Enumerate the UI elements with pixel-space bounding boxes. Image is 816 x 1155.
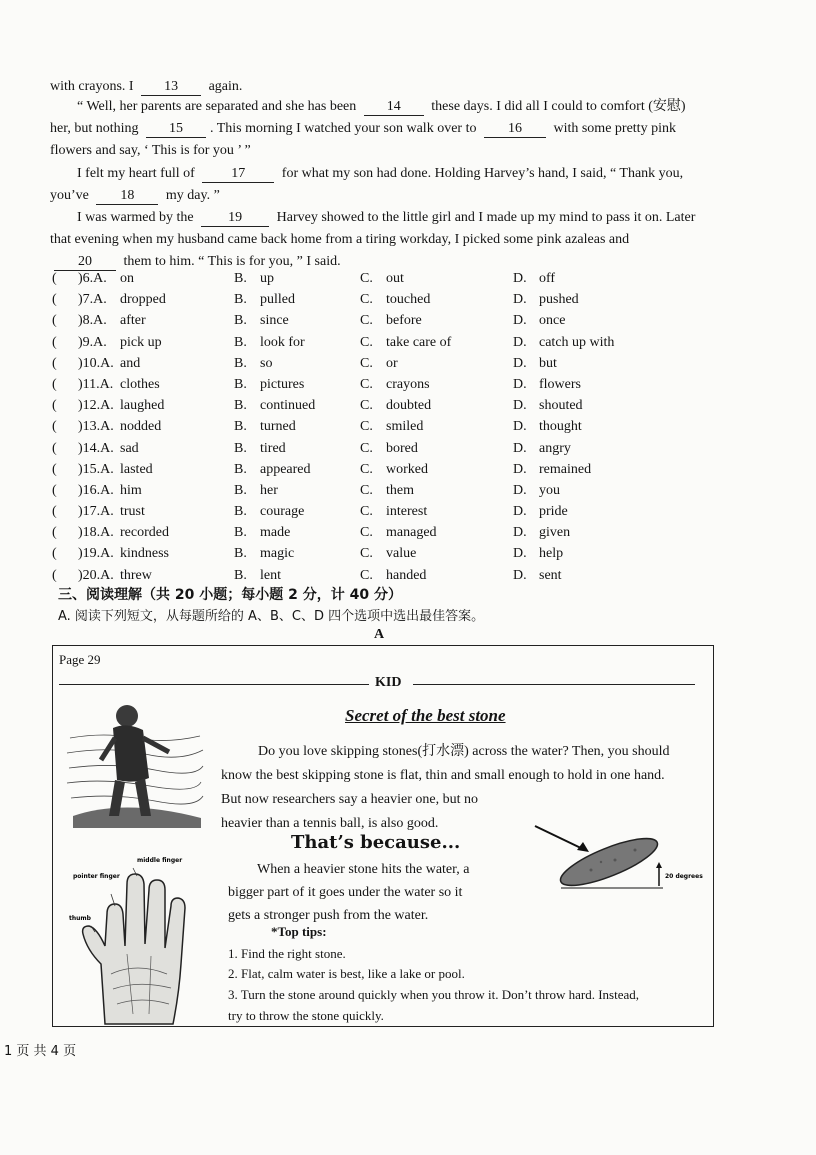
- option-b: B. up: [234, 271, 274, 286]
- article-body-line: When a heavier stone hits the water, a: [257, 862, 470, 877]
- tip-item: 3. Turn the stone around quickly when you throw it. Don’t throw hard. Instead,: [228, 987, 640, 1002]
- option-row: [50, 289, 710, 310]
- blank-13: 13: [141, 79, 201, 96]
- passage-text: I felt my heart full of: [77, 166, 195, 181]
- option-c: C. bored: [360, 440, 418, 456]
- answer-bracket[interactable]: (: [52, 419, 57, 435]
- option-a: kindness: [120, 546, 169, 562]
- option-a: sad: [120, 440, 139, 456]
- passage-text: Harvey showed to the little girl and I made up my mind to pass it on. Later that evening when my husband came back home from a tiring workday, I picked some pink azaleas and: [50, 210, 696, 247]
- article-body-line: gets a stronger push from the water.: [228, 908, 429, 923]
- passage-text: with some pretty pink flowers and say, ‘ This is for you ’ ”: [50, 121, 676, 158]
- hand-illustration: [67, 854, 213, 1026]
- magazine-title: KID: [375, 675, 402, 690]
- question-number: )13.A.: [78, 419, 114, 435]
- passage-text: . This morning I watched your son walk over to: [209, 121, 477, 136]
- question-number: )16.A.: [78, 482, 114, 498]
- blank-20: 20: [54, 254, 116, 271]
- question-number: )20.A.: [78, 567, 114, 583]
- option-b: B. appeared: [234, 461, 311, 477]
- option-c: C. interest: [360, 504, 428, 520]
- passage-letter: A: [374, 627, 385, 642]
- section-instruction: A. 阅读下列短文，从每题所给的 A、B、C、D 四个选项中选出最佳答案。: [58, 609, 485, 624]
- option-row: [50, 395, 710, 416]
- answer-bracket[interactable]: (: [52, 440, 57, 456]
- question-number: )8.A.: [78, 313, 107, 329]
- option-d: D. thought: [513, 419, 582, 435]
- option-a: on: [120, 271, 134, 286]
- option-d: D. you: [513, 482, 560, 498]
- tip-item: 2. Flat, calm water is best, like a lake or pool.: [228, 966, 465, 981]
- option-a: and: [120, 355, 141, 371]
- question-number: )11.A.: [78, 376, 114, 392]
- option-c: C. doubted: [360, 398, 432, 414]
- option-c: C. handed: [360, 567, 427, 583]
- option-b: B. pictures: [234, 376, 305, 392]
- tips-title: *Top tips:: [271, 924, 327, 939]
- option-a: him: [120, 482, 142, 498]
- option-row: [50, 374, 710, 395]
- blank-17: 17: [202, 166, 274, 183]
- article-box: [52, 645, 714, 1027]
- divider: [413, 684, 695, 685]
- option-d: D. once: [513, 313, 566, 329]
- finger-label-middle: middle finger: [137, 857, 183, 864]
- option-row: [50, 268, 710, 289]
- option-c: C. crayons: [360, 376, 430, 392]
- answer-bracket[interactable]: (: [52, 398, 57, 414]
- option-c: C. worked: [360, 461, 428, 477]
- option-d: D. help: [513, 546, 564, 562]
- option-row: [50, 459, 710, 480]
- passage-text: for what my son had done. Holding Harvey’s hand, I said, “ Thank you, you’ve: [50, 166, 684, 203]
- tip-item: try to throw the stone quickly.: [228, 1008, 384, 1023]
- option-a: trust: [120, 504, 145, 520]
- passage-text: “ Well, her parents are separated and she has been: [77, 99, 357, 114]
- stone-angle-diagram: [531, 816, 709, 892]
- section-subtitle: That’s because...: [291, 832, 461, 853]
- passage-paragraph-3: [50, 163, 702, 207]
- page-footer: 1 页 共 4 页: [4, 1044, 77, 1059]
- option-a: after: [120, 313, 146, 329]
- option-row: [50, 501, 710, 522]
- divider: [59, 684, 369, 685]
- option-d: D. shouted: [513, 398, 583, 414]
- passage-paragraph-4: [50, 207, 702, 273]
- question-number: )9.A.: [78, 334, 107, 350]
- option-row: [50, 416, 710, 437]
- option-c: C. touched: [360, 292, 431, 308]
- option-a: pick up: [120, 334, 162, 350]
- option-row: [50, 353, 710, 374]
- question-number: )12.A.: [78, 398, 114, 414]
- option-d: D. pushed: [513, 292, 579, 308]
- option-b: B. tired: [234, 440, 286, 456]
- option-a: dropped: [120, 292, 166, 308]
- question-number: )14.A.: [78, 440, 114, 456]
- option-c: C. them: [360, 482, 414, 498]
- option-d: D. catch up with: [513, 334, 615, 350]
- blank-16: 16: [484, 121, 546, 138]
- answer-bracket[interactable]: (: [52, 313, 57, 329]
- answer-bracket[interactable]: (: [52, 546, 57, 562]
- answer-bracket[interactable]: (: [52, 376, 57, 392]
- option-c: C. smiled: [360, 419, 424, 435]
- answer-bracket[interactable]: (: [52, 525, 57, 541]
- answer-bracket[interactable]: (: [52, 482, 57, 498]
- finger-label-pointer: pointer finger: [73, 873, 120, 880]
- option-a: nodded: [120, 419, 162, 435]
- option-a: threw: [120, 567, 152, 583]
- option-a: clothes: [120, 376, 160, 392]
- option-b: B. pulled: [234, 292, 295, 308]
- option-c: C. or: [360, 355, 398, 371]
- question-number: )10.A.: [78, 355, 114, 371]
- option-row: [50, 310, 710, 331]
- article-body-line: bigger part of it goes under the water so it: [228, 885, 463, 900]
- blank-18: 18: [96, 188, 158, 205]
- finger-label-thumb: thumb: [69, 915, 91, 922]
- option-d: D. given: [513, 525, 571, 541]
- option-row: [50, 332, 710, 353]
- passage-text: these days. I did all I could to comfort (安慰) her, but nothing: [50, 99, 686, 136]
- blank-19: 19: [201, 210, 269, 227]
- question-number: )19.A.: [78, 546, 114, 562]
- option-d: D. sent: [513, 567, 562, 583]
- passage-text: my day. ”: [165, 188, 220, 203]
- section-heading: 三、阅读理解（共 20 小题；每小题 2 分，计 40 分）: [58, 587, 402, 603]
- article-body-line: know the best skipping stone is flat, thin and small enough to hold in one hand.: [221, 768, 665, 783]
- passage-text: I was warmed by the: [77, 210, 194, 225]
- option-c: C. managed: [360, 525, 437, 541]
- option-b: B. since: [234, 313, 289, 329]
- answer-bracket[interactable]: (: [52, 334, 57, 350]
- option-b: B. lent: [234, 567, 281, 583]
- angle-label: 20 degrees: [665, 873, 703, 880]
- question-number: )17.A.: [78, 504, 114, 520]
- passage-text: them to him. “ This is for you, ” I said.: [123, 254, 341, 269]
- answer-bracket[interactable]: (: [52, 271, 57, 286]
- option-b: B. her: [234, 482, 278, 498]
- article-body-line: heavier than a tennis ball, is also good.: [221, 816, 439, 831]
- svg-text:middle finger: [137, 857, 182, 864]
- option-b: B. so: [234, 355, 273, 371]
- option-a: laughed: [120, 398, 165, 414]
- article-body-line: Do you love skipping stones(打水漂) across the water? Then, you should: [258, 744, 670, 759]
- option-c: C. take care of: [360, 334, 452, 350]
- child-skipping-stone-illustration: [65, 698, 205, 828]
- option-d: D. off: [513, 271, 556, 286]
- answer-bracket[interactable]: (: [52, 504, 57, 520]
- option-d: D. remained: [513, 461, 592, 477]
- option-b: B. turned: [234, 419, 296, 435]
- option-row: [50, 438, 710, 459]
- option-b: B. look for: [234, 334, 305, 350]
- article-title: Secret of the best stone: [345, 706, 506, 725]
- blank-14: 14: [364, 99, 424, 116]
- option-b: B. courage: [234, 504, 305, 520]
- option-c: C. out: [360, 271, 404, 286]
- option-c: C. value: [360, 546, 417, 562]
- question-number: )15.A.: [78, 461, 114, 477]
- answer-bracket[interactable]: (: [52, 355, 57, 371]
- option-d: D. angry: [513, 440, 571, 456]
- passage-text: again.: [208, 79, 243, 94]
- option-a: recorded: [120, 525, 169, 541]
- page-label: Page 29: [59, 652, 101, 667]
- answer-bracket[interactable]: (: [52, 292, 57, 308]
- option-row: [50, 522, 710, 543]
- option-a: lasted: [120, 461, 153, 477]
- option-b: B. made: [234, 525, 291, 541]
- option-row: [50, 565, 710, 586]
- option-row: [50, 480, 710, 501]
- blank-15: 15: [146, 121, 206, 138]
- option-row: [50, 543, 710, 564]
- option-b: B. continued: [234, 398, 316, 414]
- tip-item: 1. Find the right stone.: [228, 946, 346, 961]
- passage-paragraph-2: [50, 96, 702, 162]
- question-number: )18.A.: [78, 525, 114, 541]
- answer-options-list: [50, 268, 710, 586]
- article-body-line: But now researchers say a heavier one, but no: [221, 792, 478, 807]
- answer-bracket[interactable]: (: [52, 567, 57, 583]
- option-b: B. magic: [234, 546, 295, 562]
- question-number: )6.A.: [78, 271, 107, 286]
- question-number: )7.A.: [78, 292, 107, 308]
- passage-text: with crayons. I: [50, 79, 134, 94]
- option-d: D. but: [513, 355, 557, 371]
- option-d: D. pride: [513, 504, 568, 520]
- option-d: D. flowers: [513, 376, 581, 392]
- option-c: C. before: [360, 313, 422, 329]
- answer-bracket[interactable]: (: [52, 461, 57, 477]
- passage-line-1: [50, 76, 702, 98]
